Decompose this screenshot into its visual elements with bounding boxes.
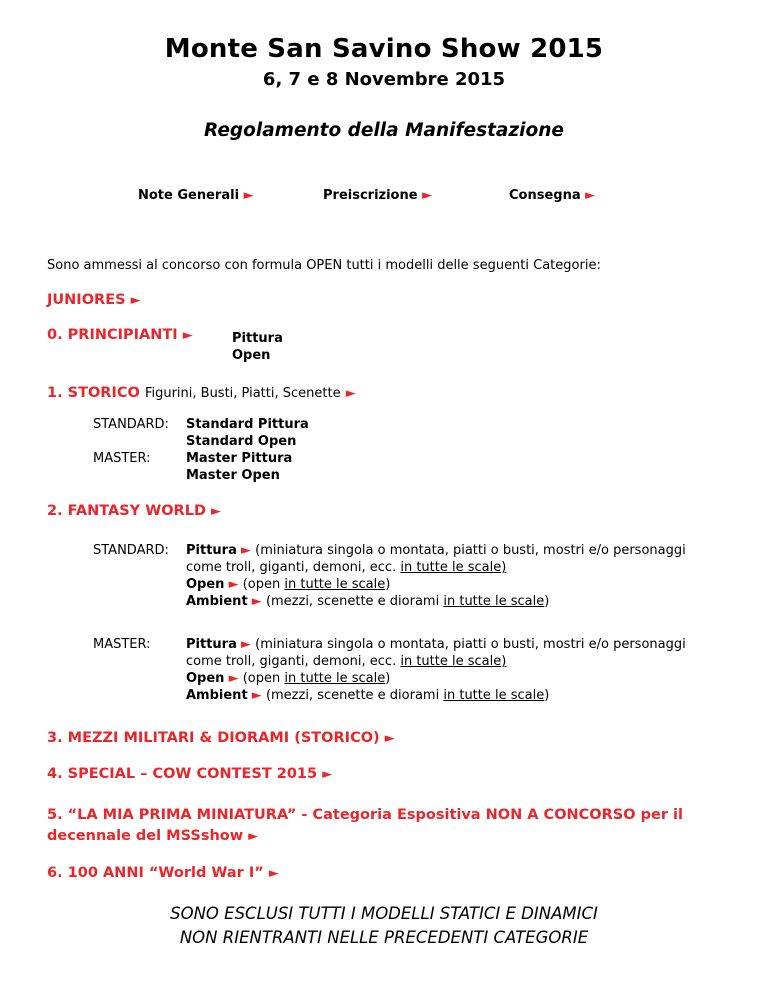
fantasy-standard-block — [186, 542, 746, 610]
fantasy-master-open-link[interactable]: Open — [186, 671, 225, 686]
fantasy-ambient-scale: in tutte le scale — [443, 594, 545, 609]
arrow-right-icon: ► — [228, 671, 239, 686]
fantasy-ambient-desc: (mezzi, scenette e diorami — [265, 594, 440, 609]
arrow-right-icon: ► — [228, 577, 239, 592]
principianti-item-pittura: Pittura — [232, 331, 283, 346]
storico-master-label: MASTER: — [93, 451, 151, 466]
storico-standard-pittura: Standard Pittura — [186, 417, 309, 432]
category-principianti-label: 0. PRINCIPIANTI — [47, 327, 178, 343]
arrow-right-icon: ► — [243, 188, 254, 203]
category-principianti[interactable] — [47, 327, 193, 343]
fantasy-pittura-desc: (miniatura singola o montata, piatti o busti, mostri e/o personaggi — [255, 543, 686, 558]
fantasy-open-link[interactable]: Open — [186, 577, 225, 592]
exclusion-line2: NON RIENTRANTI NELLE PRECEDENTI CATEGORIE — [179, 928, 589, 947]
fantasy-standard-pittura-row2 — [186, 559, 746, 576]
fantasy-master-open-desc: (open — [242, 671, 281, 686]
arrow-right-icon: ► — [248, 829, 259, 844]
category-juniores-label: JUNIORES — [47, 292, 126, 308]
exclusion-note — [0, 902, 768, 950]
fantasy-scale-note: in tutte le scale) — [400, 560, 507, 575]
fantasy-master-label: MASTER: — [93, 637, 151, 652]
fantasy-standard-ambient-row — [186, 593, 746, 610]
fantasy-master-ambient-scale: in tutte le scale — [443, 688, 545, 703]
fantasy-master-pittura-row2 — [186, 653, 746, 670]
category-storico[interactable] — [47, 382, 356, 401]
fantasy-master-pittura-link[interactable]: Pittura — [186, 637, 237, 652]
arrow-right-icon: ► — [322, 767, 333, 782]
preiscrizione-label: Preiscrizione — [323, 188, 418, 203]
fantasy-master-open-row — [186, 670, 746, 687]
category-storico-desc: Figurini, Busti, Piatti, Scenette — [144, 386, 341, 401]
fantasy-standard-pittura-row — [186, 542, 746, 559]
arrow-right-icon: ► — [422, 188, 433, 203]
close-paren: ) — [544, 594, 550, 609]
arrow-right-icon: ► — [268, 866, 279, 881]
fantasy-master-ambient-desc: (mezzi, scenette e diorami — [265, 688, 440, 703]
fantasy-pittura-link[interactable]: Pittura — [186, 543, 237, 558]
fantasy-master-pittura-row — [186, 636, 746, 653]
category-mezzi[interactable] — [47, 730, 395, 746]
preiscrizione-link[interactable] — [323, 188, 432, 203]
category-fantasy[interactable] — [47, 503, 221, 519]
fantasy-open-desc: (open — [242, 577, 281, 592]
page-title: Monte San Savino Show 2015 — [164, 34, 604, 64]
storico-master-pittura: Master Pittura — [186, 451, 293, 466]
category-storico-label: 1. STORICO — [47, 385, 140, 401]
category-wwi-label: 6. 100 ANNI “World War I” — [47, 865, 264, 881]
category-fantasy-label: 2. FANTASY WORLD — [47, 503, 206, 519]
category-juniores[interactable] — [47, 292, 141, 308]
fantasy-standard-label: STANDARD: — [93, 543, 169, 558]
fantasy-master-pittura-desc: (miniatura singola o montata, piatti o busti, mostri e/o personaggi — [255, 637, 686, 652]
arrow-right-icon: ► — [251, 688, 262, 703]
fantasy-master-ambient-link[interactable]: Ambient — [186, 688, 248, 703]
fantasy-master-ambient-row — [186, 687, 746, 704]
consegna-label: Consegna — [509, 188, 581, 203]
note-generali-label: Note Generali — [138, 188, 240, 203]
arrow-right-icon: ► — [241, 637, 251, 652]
fantasy-master-scale-note: in tutte le scale) — [400, 654, 507, 669]
category-special[interactable] — [47, 766, 332, 782]
category-special-label: 4. SPECIAL – COW CONTEST 2015 — [47, 766, 318, 782]
category-wwi[interactable] — [47, 865, 279, 881]
arrow-right-icon: ► — [585, 188, 596, 203]
arrow-right-icon: ► — [182, 328, 193, 343]
arrow-right-icon: ► — [345, 386, 356, 401]
intro-text: Sono ammessi al concorso con formula OPEN tutti i modelli delle seguenti Categorie: — [47, 258, 601, 273]
storico-standard-label: STANDARD: — [93, 417, 169, 432]
page-subtitle: Regolamento della Manifestazione — [204, 120, 564, 141]
close-paren: ) — [544, 688, 550, 703]
consegna-link[interactable] — [509, 188, 595, 203]
fantasy-pittura-desc-2: come troll, giganti, demoni, ecc. — [186, 560, 397, 575]
fantasy-master-open-scale: in tutte le scale — [284, 671, 386, 686]
arrow-right-icon: ► — [211, 504, 222, 519]
category-prima-line1: 5. “LA MIA PRIMA MINIATURA” - Categoria Espositiva NON A CONCORSO per il — [47, 807, 683, 823]
principianti-item-open: Open — [232, 348, 271, 363]
storico-standard-open: Standard Open — [186, 434, 297, 449]
category-prima-line2: decennale del MSSshow — [47, 828, 244, 844]
storico-master-open: Master Open — [186, 468, 280, 483]
fantasy-open-scale: in tutte le scale — [284, 577, 386, 592]
arrow-right-icon: ► — [384, 731, 395, 746]
close-paren: ) — [385, 577, 391, 592]
fantasy-standard-open-row — [186, 576, 746, 593]
category-mezzi-label: 3. MEZZI MILITARI & DIORAMI (STORICO) — [47, 730, 380, 746]
arrow-right-icon: ► — [251, 594, 262, 609]
fantasy-master-pittura-desc-2: come troll, giganti, demoni, ecc. — [186, 654, 397, 669]
arrow-right-icon: ► — [241, 543, 251, 558]
event-dates: 6, 7 e 8 Novembre 2015 — [262, 69, 506, 90]
storico-items — [186, 416, 309, 484]
principianti-items — [232, 330, 283, 364]
arrow-right-icon: ► — [130, 293, 141, 308]
fantasy-ambient-link[interactable]: Ambient — [186, 594, 248, 609]
fantasy-master-block — [186, 636, 746, 704]
close-paren: ) — [385, 671, 391, 686]
exclusion-line1: SONO ESCLUSI TUTTI I MODELLI STATICI E DINAMICI — [170, 904, 598, 923]
note-generali-link[interactable] — [138, 188, 254, 203]
category-prima-miniatura[interactable] — [47, 805, 727, 847]
